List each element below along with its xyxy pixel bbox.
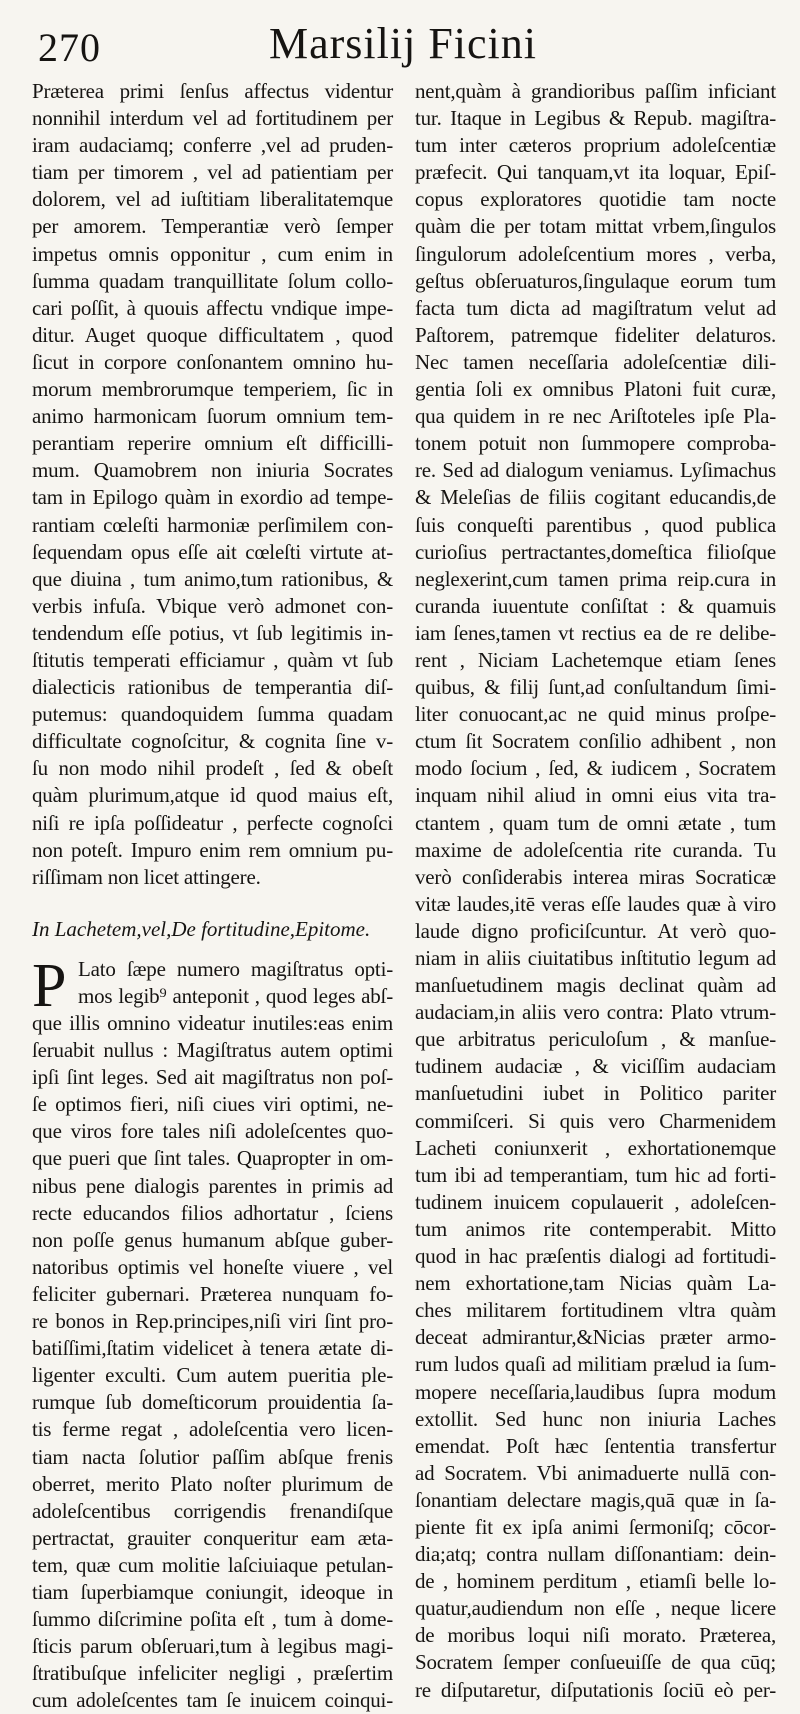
text-line: verò conſiderabis interea miras Socraticæ [415,864,776,889]
text-line: ditur. Auget quoque difficultatem , quod [32,322,393,347]
text-line: cum adoleſcentes tam ſe inuicem coinqui- [32,1688,393,1713]
text-line: rantiam cœleſti harmoniæ perſimilem con- [32,512,393,537]
text-line: tendendum eſſe potius, vt ſub legitimis in- [32,620,393,645]
text-line: tiam nacta ſolutior paſſim abſque frenis [32,1444,393,1469]
text-line: oberret, merito Plato noſter plurimum de [32,1471,393,1496]
text-line: curioſius pertractantes,domeſtica filioſque [415,539,776,564]
text-line: tum ibi ad temperantiam, tum hic ad forti- [415,1162,776,1187]
text-line: animo harmonicam ſuorum omnium tem- [32,404,393,429]
text-line: nem exhortatione,tam Nicias quàm La- [415,1271,776,1296]
text-line: Paſtorem, patremque fideliter delaturos. [415,322,776,347]
paragraph-1 [32,78,393,891]
text-line: rumque ſub domeſticorum prouidentia ſa- [32,1390,393,1415]
text-line: de moribus loqui niſi morato. Præterea, [415,1623,776,1648]
text-line: ſumma quadam tranquillitate ſolum collo- [32,268,393,293]
text-line: audaciam,in aliis vero contra: Plato vtrum- [415,1000,776,1025]
text-line: niam in aliis ciuitatibus inſtitutio legum ad [415,946,776,970]
text-line: que illis omnino videatur inutiles:eas enim [32,1011,393,1035]
text-line: vitæ laudes,itē veras eſſe laudes quæ à viro [415,891,776,916]
text-line: Lato ſæpe numero magiſtratus opti- [78,956,393,981]
text-line: iam ſenes,tamen vt rectius ea de re delibe- [415,620,776,645]
text-line: tam in Epilogo quàm in exordio ad tempe- [32,485,393,510]
text-line: putemus: quandoquidem ſumma quadam [32,702,393,727]
text-line: pertractat, grauiter conqueritur eam æta- [32,1525,393,1550]
text-line: nonnihil interdum vel ad fortitudinem per [32,106,393,131]
text-line: & Meleſias de filiis cogitant educandis,de [415,485,776,510]
text-line: præfecit. Qui tanquam,vt ita loquar, Epiſ- [415,160,776,185]
text-line: per amorem. Temperantiæ verò ſemper [32,214,393,239]
text-line: verbis infuſa. Vbique verò admonet con- [32,593,393,618]
text-line: quatur,audiendum non eſſe , neque licere [415,1596,776,1621]
text-line: riſſimam non licet attingere. [32,864,261,889]
text-line: ſe optimos fieri, niſi ciues viri optimi, ne- [32,1092,393,1117]
text-line: ſicut in corpore conſonantem omnino hu- [32,349,393,374]
text-line: rum ludos quaſi ad militiam prælud ia ſum- [415,1352,776,1377]
text-line: inquam nihil aliud in omni eius vita tra- [415,783,776,808]
text-line: de , hominem perditum , etiamſi belle lo- [415,1569,776,1594]
page-number: 270 [38,25,101,70]
text-line: mum. Quamobrem non iniuria Socrates [32,458,393,483]
text-line: laude digno proficiſcuntur. At verò quo- [415,918,776,943]
text-line: ctum ſit Socratem conſilio adhibent , non [415,729,776,754]
text-line: dolorem, vel ad iuſtitiam liberalitatemque [32,187,393,212]
text-line: difficultate cognoſcitur, & cognita ſine v- [32,729,393,754]
text-line: tiam per timorem , vel ad patientiam per [32,160,393,185]
text-line: commiſceri. Si quis vero Charmenidem [415,1108,776,1133]
text-line: manſuetudinem magis declinat quàm ad [415,973,776,998]
drop-cap: P [32,951,67,1020]
text-line: Lacheti coniunxerit , exhortationemque [415,1135,776,1160]
section-heading: In Lachetem,vel,De fortitudine,Epitome. [32,916,371,941]
text-line: modo ſocium , ſed, & iudicem , Socratem [415,756,776,781]
text-line: ſuis conqueſti parentibus , quod publica [415,512,776,537]
text-line: tiam ſuperbiamque coniungit, ideoque in [32,1579,393,1604]
text-line: ipſi ſint leges. Sed ait magiſtratus non poſ- [32,1065,393,1090]
text-line: re diſputaretur, diſputationis ſociū eò per- [415,1677,776,1702]
text-line: iram audaciamq; conferre ,vel ad pruden- [32,133,393,158]
text-line: dialecticis rationibus de temperantia diſ- [32,675,393,700]
text-line: quibus, & filij ſunt,ad conſultandum ſimi- [415,675,776,700]
text-line: extollit. Sed hunc non iniuria Laches [415,1406,776,1431]
text-line: deceat admirantur,&Nicias præter armo- [415,1325,776,1350]
text-line: gentia ſoli ex omnibus Platoni fuit curæ, [415,377,776,402]
text-line: que viros fore tales niſi adoleſcentes quo- [32,1119,393,1144]
text-line: batiſſimi,ſtatim videlicet à tenera ætate di- [32,1336,393,1361]
text-line: quàm plurimum,atque id quod maius eſt, [32,783,393,808]
text-line: tis ferme regat , adoleſcentia vero licen- [32,1417,393,1442]
text-line: copus exploratores quotidie tam nocte [415,187,776,212]
text-line: tudinem audaciæ , & viciſſim audaciam [415,1054,776,1079]
text-line: ſingulorum adoleſcentium mores , verba, [415,241,776,266]
text-line: tum animos rite contemperabit. Mitto [415,1216,776,1241]
text-line: ad Socratem. Vbi animaduerte nullā con- [415,1460,776,1485]
text-line: neglexerint,cum tamen prima reip.cura in [415,566,776,591]
text-line: adoleſcentibus corrigendis frenandiſque [32,1498,393,1523]
text-line: Nec tamen neceſſaria adoleſcentiæ dili- [415,349,776,374]
running-title: Marsilij Ficini [269,19,537,68]
text-line: mos legib⁹ anteponit , quod leges abſ- [78,983,393,1008]
page-header [32,18,774,74]
text-line: geſtus obſeruaturos,ſingulaque eorum tum [415,268,776,293]
text-line: niſi re ipſa poſſideatur , perfecte cognoſci [32,810,393,835]
text-line: quàm die per totam mittat vrbem,ſingulos [415,214,776,239]
text-line: tudinem inuicem copulauerit , adoleſcen- [415,1189,776,1214]
text-line: nibus pene dialogis parentes in primis ad [32,1173,393,1198]
text-line: emendat. Poſt hæc ſententia transfertur [415,1433,776,1458]
text-line: recte educandos filios adhortatur , ſciens [32,1200,393,1225]
text-line: ſtitutis temperati efficiamur , quàm vt ſub [32,647,393,672]
text-line: maxime de adoleſcentia rite curanda. Tu [415,837,776,862]
text-line: ſequendam opus eſſe ait cœleſti virtute at- [32,539,393,564]
text-line: ches militarem fortitudinem vltra quàm [415,1298,776,1323]
text-line: ctantem , quam tum de omni ætate , tum [415,810,776,835]
text-line: que arbitratus periculoſum , & manſue- [415,1027,776,1052]
text-line: Socratem ſemper conſueuiſſe de qua cūq; [415,1650,776,1675]
text-line: morum membrorumque temperiem, ſic in [32,377,393,402]
text-line: ſticis parum obſeruari,tum à legibus magi- [32,1634,393,1659]
text-line: ſtratibuſque infeliciter negligi , præſertim [32,1661,393,1686]
text-line: feliciter gubernari. Præterea nunquam fo- [32,1281,393,1306]
text-line: re bonos in Rep.principes,niſi viri ſint pro- [32,1309,393,1334]
text-line: tum inter cæteros proprium adoleſcentiæ [415,133,776,158]
text-line: nent,quàm à grandioribus paſſim inficiant [415,79,776,103]
text-line: tem, quæ cum molitie laſciuiaque petulan- [32,1552,393,1577]
text-line: ligenter exculti. Cum autem pueritia ple- [32,1363,393,1388]
text-line: tur. Itaque in Legibus & Repub. magiſtra- [415,106,776,131]
text-line: rent , Niciam Lachetemque etiam ſenes [415,647,776,672]
text-line: facta tum dicta ad magiſtratum velut ad [415,295,776,320]
text-line: ſu non modo nihil prodeſt , ſed & obeſt [32,756,393,781]
text-line: quod in hac præſentis dialogi ad fortitudi- [415,1244,776,1269]
text-line: liter conuocant,ac ne quid minus proſpe- [415,702,776,727]
text-line: manſuetudini iubet in Politico pariter [415,1081,776,1106]
paragraph-2 [32,951,393,1714]
text-line: qua quidem in re nec Ariſtoteles ipſe Pla- [415,404,776,429]
right-column [415,78,776,1702]
text-line: cari poſſit, à quouis affectu vndique impe- [32,295,393,320]
text-line: que diuina , tum animo,tum rationibus, & [32,566,393,591]
text-line: curanda iuuentute conſiſtat : & quamuis [415,593,776,618]
text-line: Præterea primi ſenſus affectus videntur [32,79,393,103]
text-line: natoribus optimis vel honeſte viuere , vel [32,1254,393,1279]
left-column [32,78,393,1713]
text-line: mopere neceſſaria,laudibus ſupra modum [415,1379,776,1404]
text-line: dia;atq; contra nullam diſſonantiam: dein- [415,1542,776,1567]
text-line: ſummo diſcrimine poſita eſt , tum à dome- [32,1607,393,1632]
text-columns [32,78,776,1713]
text-line: non poteſt. Impuro enim rem omnium pu- [32,837,393,862]
text-line: non poſſe genus humanum abſque guber- [32,1227,393,1252]
text-line: impetus omnis opponitur , cum enim in [32,241,393,266]
text-line: re. Sed ad dialogum veniamus. Lyſimachus [415,458,776,483]
text-line: piente fit ex ipſa animi ſermoniſq; cōcor- [415,1514,776,1539]
text-line: perantiam reperire omnium eſt difficilli- [32,431,393,456]
text-line: que pueri que ſint tales. Quapropter in om- [32,1146,393,1171]
text-line: ſeruabit nullus : Magiſtratus autem optimi [32,1038,393,1063]
text-line: ſonantiam delectare magis,quā quæ in ſa- [415,1487,776,1512]
text-line: tonem potuit non ſummopere comproba- [415,431,776,456]
